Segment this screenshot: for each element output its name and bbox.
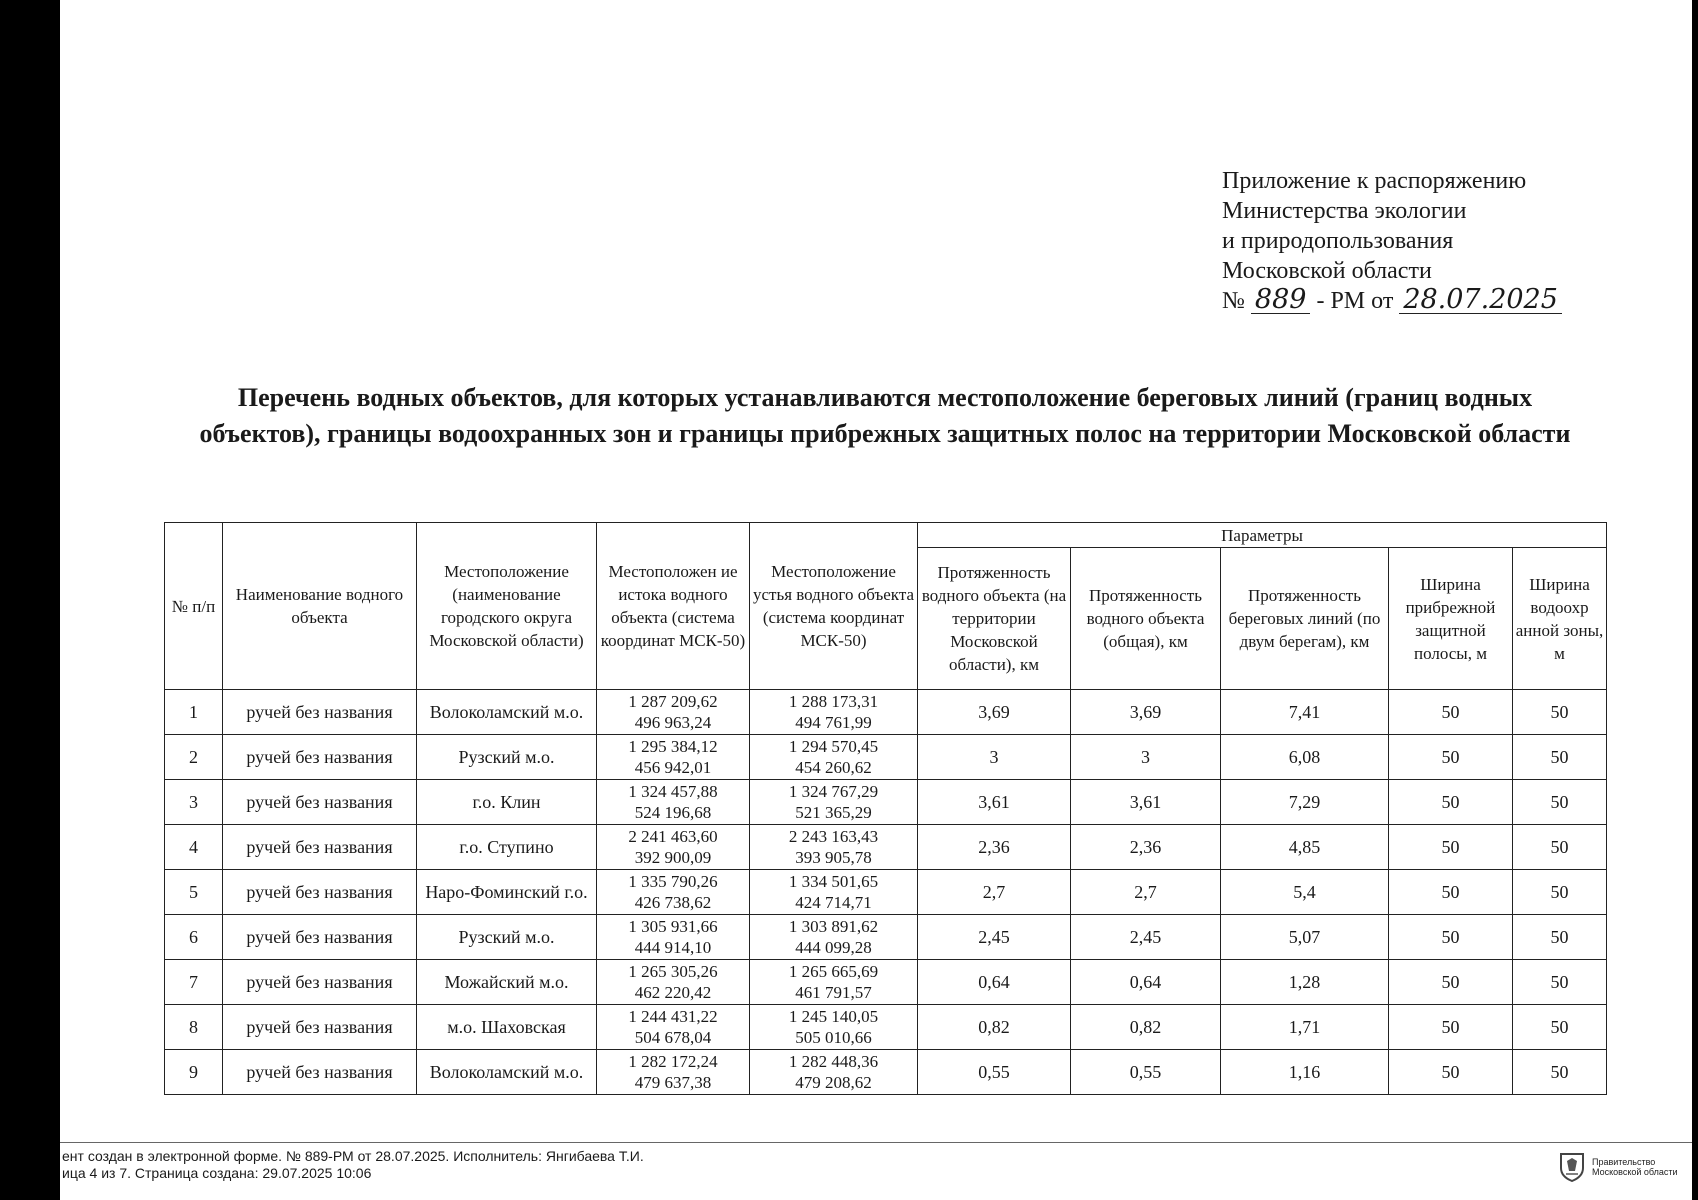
cell-name: ручей без названия (223, 1005, 417, 1050)
cell-len-total: 3,69 (1071, 690, 1221, 735)
header-len-shore: Протяженность береговых линий (по двум берегам), км (1221, 548, 1389, 690)
order-date: 28.07.2025 (1399, 287, 1562, 314)
cell-width-strip: 50 (1389, 735, 1513, 780)
mouth-x: 1 245 140,05 (788, 1007, 879, 1026)
table-row (165, 915, 1607, 960)
cell-len-shore: 1,16 (1221, 1050, 1389, 1095)
appendix-line-1: Приложение к распоряжению (1222, 168, 1527, 194)
mouth-y: 424 714,71 (795, 893, 872, 912)
source-x: 1 287 209,62 (628, 692, 718, 711)
cell-num: 7 (165, 960, 223, 1005)
cell-location: м.о. Шаховская (417, 1005, 597, 1050)
cell-mouth-coords (750, 735, 918, 780)
logo-line-1: Правительство (1592, 1157, 1656, 1167)
cell-width-strip: 50 (1389, 780, 1513, 825)
cell-len-region: 0,64 (918, 960, 1071, 1005)
cell-name: ручей без названия (223, 960, 417, 1005)
cell-mouth-coords (750, 870, 918, 915)
table-row (165, 690, 1607, 735)
cell-mouth-coords (750, 915, 918, 960)
mouth-y: 521 365,29 (795, 803, 872, 822)
mouth-y: 444 099,28 (795, 938, 872, 957)
cell-num: 3 (165, 780, 223, 825)
mouth-y: 461 791,57 (795, 983, 872, 1002)
cell-name: ручей без названия (223, 915, 417, 960)
header-name: Наименование водного объекта (223, 523, 417, 690)
table-row (165, 870, 1607, 915)
coat-of-arms-icon (1558, 1152, 1586, 1182)
cell-mouth-coords (750, 1005, 918, 1050)
mouth-y: 393 905,78 (795, 848, 872, 867)
cell-location: Волоколамский м.о. (417, 1050, 597, 1095)
cell-len-shore: 4,85 (1221, 825, 1389, 870)
water-objects-table (164, 522, 1607, 1095)
cell-name: ручей без названия (223, 690, 417, 735)
scan-left-edge (0, 0, 60, 1200)
cell-len-region: 2,36 (918, 825, 1071, 870)
cell-source-coords (597, 1050, 750, 1095)
cell-len-shore: 7,29 (1221, 780, 1389, 825)
cell-width-zone: 50 (1513, 735, 1607, 780)
cell-source-coords (597, 915, 750, 960)
mouth-x: 1 303 891,62 (788, 917, 879, 936)
cell-width-strip: 50 (1389, 915, 1513, 960)
cell-len-shore: 1,28 (1221, 960, 1389, 1005)
mouth-y: 505 010,66 (795, 1028, 872, 1047)
source-y: 479 637,38 (634, 1073, 712, 1092)
header-num: № п/п (165, 523, 223, 690)
cell-width-strip: 50 (1389, 1050, 1513, 1095)
footer-divider (60, 1142, 1692, 1143)
cell-mouth-coords (750, 690, 918, 735)
cell-location: Рузский м.о. (417, 735, 597, 780)
cell-len-total: 0,55 (1071, 1050, 1221, 1095)
header-mouth: Местоположение устья водного объекта (система координат МСК-50) (750, 523, 918, 690)
cell-name: ручей без названия (223, 1050, 417, 1095)
source-x: 1 265 305,26 (628, 962, 718, 981)
cell-width-zone: 50 (1513, 690, 1607, 735)
cell-num: 8 (165, 1005, 223, 1050)
logo-line-2: Московской области (1592, 1167, 1678, 1177)
cell-name: ручей без названия (223, 780, 417, 825)
mouth-x: 1 324 767,29 (788, 782, 879, 801)
mouth-x: 1 282 448,36 (788, 1052, 879, 1071)
source-x: 1 295 384,12 (628, 737, 718, 756)
table-row (165, 960, 1607, 1005)
mouth-y: 494 761,99 (795, 713, 872, 732)
cell-location: г.о. Клин (417, 780, 597, 825)
cell-mouth-coords (750, 780, 918, 825)
cell-width-strip: 50 (1389, 960, 1513, 1005)
header-len-total: Протяженность водного объекта (общая), км (1071, 548, 1221, 690)
mouth-x: 1 288 173,31 (788, 692, 879, 711)
cell-mouth-coords (750, 825, 918, 870)
cell-location: Наро-Фоминский г.о. (417, 870, 597, 915)
source-y: 456 942,01 (634, 758, 712, 777)
source-y: 392 900,09 (634, 848, 712, 867)
cell-mouth-coords (750, 960, 918, 1005)
header-location: Местоположение (наименование городского округа Московской области) (417, 523, 597, 690)
cell-len-total: 0,64 (1071, 960, 1221, 1005)
cell-len-total: 3 (1071, 735, 1221, 780)
table-row (165, 735, 1607, 780)
cell-num: 4 (165, 825, 223, 870)
source-x: 1 324 457,88 (628, 782, 718, 801)
cell-num: 5 (165, 870, 223, 915)
cell-source-coords (597, 825, 750, 870)
source-x: 1 335 790,26 (628, 872, 718, 891)
cell-source-coords (597, 780, 750, 825)
appendix-line-3: и природопользования (1222, 228, 1454, 254)
mouth-x: 1 294 570,45 (788, 737, 879, 756)
cell-source-coords (597, 960, 750, 1005)
source-x: 1 305 931,66 (628, 917, 718, 936)
cell-source-coords (597, 870, 750, 915)
cell-len-shore: 5,4 (1221, 870, 1389, 915)
cell-width-zone: 50 (1513, 780, 1607, 825)
cell-width-zone: 50 (1513, 870, 1607, 915)
cell-width-zone: 50 (1513, 1050, 1607, 1095)
cell-len-region: 0,55 (918, 1050, 1071, 1095)
cell-source-coords (597, 690, 750, 735)
appendix-number-line (1222, 286, 1642, 316)
cell-source-coords (597, 735, 750, 780)
cell-width-strip: 50 (1389, 825, 1513, 870)
cell-len-region: 2,45 (918, 915, 1071, 960)
mouth-y: 454 260,62 (795, 758, 872, 777)
cell-width-zone: 50 (1513, 1005, 1607, 1050)
mouth-x: 1 265 665,69 (788, 962, 879, 981)
cell-len-shore: 1,71 (1221, 1005, 1389, 1050)
table-body (165, 690, 1607, 1095)
cell-num: 2 (165, 735, 223, 780)
cell-location: г.о. Ступино (417, 825, 597, 870)
table-row (165, 780, 1607, 825)
mouth-x: 2 243 163,43 (788, 827, 879, 846)
cell-len-region: 3,69 (918, 690, 1071, 735)
appendix-line-4: Московской области (1222, 258, 1432, 284)
cell-num: 9 (165, 1050, 223, 1095)
cell-len-region: 3 (918, 735, 1071, 780)
source-y: 496 963,24 (634, 713, 712, 732)
cell-len-shore: 7,41 (1221, 690, 1389, 735)
footer-line-2: ица 4 из 7. Страница создана: 29.07.2025 10:06 (62, 1165, 372, 1181)
document-title: Перечень водных объектов, для которых устанавливаются местоположение береговых линий (границ водных объектов), границы водоохранных зон и границы прибрежных защитных полос на территории Московской области (199, 383, 1571, 448)
header-source: Местоположен ие истока водного объекта (система координат МСК-50) (597, 523, 750, 690)
cell-width-strip: 50 (1389, 1005, 1513, 1050)
source-x: 2 241 463,60 (628, 827, 718, 846)
cell-len-total: 0,82 (1071, 1005, 1221, 1050)
cell-name: ручей без названия (223, 870, 417, 915)
cell-name: ручей без названия (223, 735, 417, 780)
cell-len-total: 2,36 (1071, 825, 1221, 870)
order-number: 889 (1251, 287, 1311, 314)
cell-len-shore: 6,08 (1221, 735, 1389, 780)
mouth-y: 479 208,62 (795, 1073, 872, 1092)
cell-width-strip: 50 (1389, 690, 1513, 735)
header-len-region: Протяженность водного объекта (на территории Московской области), км (918, 548, 1071, 690)
footer (62, 1148, 644, 1182)
source-x: 1 282 172,24 (628, 1052, 718, 1071)
cell-location: Рузский м.о. (417, 915, 597, 960)
number-prefix: № (1222, 288, 1245, 314)
cell-mouth-coords (750, 1050, 918, 1095)
number-mid: - РМ от (1316, 288, 1394, 314)
cell-location: Можайский м.о. (417, 960, 597, 1005)
cell-len-total: 2,45 (1071, 915, 1221, 960)
header-params: Параметры (918, 523, 1607, 548)
cell-source-coords (597, 1005, 750, 1050)
cell-width-zone: 50 (1513, 960, 1607, 1005)
cell-num: 6 (165, 915, 223, 960)
cell-len-region: 3,61 (918, 780, 1071, 825)
cell-name: ручей без названия (223, 825, 417, 870)
source-x: 1 244 431,22 (628, 1007, 718, 1026)
appendix-header (1222, 166, 1642, 316)
footer-line-1: ент создан в электронной форме. № 889-РМ от 28.07.2025. Исполнитель: Янгибаева Т.И. (62, 1148, 644, 1164)
source-y: 462 220,42 (634, 983, 712, 1002)
cell-len-region: 2,7 (918, 870, 1071, 915)
table-row (165, 1005, 1607, 1050)
cell-len-region: 0,82 (918, 1005, 1071, 1050)
cell-width-strip: 50 (1389, 870, 1513, 915)
appendix-line-2: Министерства экологии (1222, 198, 1467, 224)
government-logo (1558, 1152, 1678, 1182)
cell-num: 1 (165, 690, 223, 735)
header-width-strip: Ширина прибрежной защитной полосы, м (1389, 548, 1513, 690)
source-y: 524 196,68 (634, 803, 712, 822)
table-row (165, 825, 1607, 870)
source-y: 444 914,10 (634, 938, 712, 957)
cell-len-total: 2,7 (1071, 870, 1221, 915)
cell-location: Волоколамский м.о. (417, 690, 597, 735)
source-y: 426 738,62 (634, 893, 712, 912)
header-width-zone: Ширина водоохр анной зоны, м (1513, 548, 1607, 690)
source-y: 504 678,04 (634, 1028, 712, 1047)
cell-width-zone: 50 (1513, 825, 1607, 870)
scan-right-edge (1692, 0, 1698, 1200)
cell-len-total: 3,61 (1071, 780, 1221, 825)
mouth-x: 1 334 501,65 (788, 872, 879, 891)
cell-width-zone: 50 (1513, 915, 1607, 960)
table-row (165, 1050, 1607, 1095)
cell-len-shore: 5,07 (1221, 915, 1389, 960)
water-objects-table-wrapper (164, 522, 1606, 1095)
